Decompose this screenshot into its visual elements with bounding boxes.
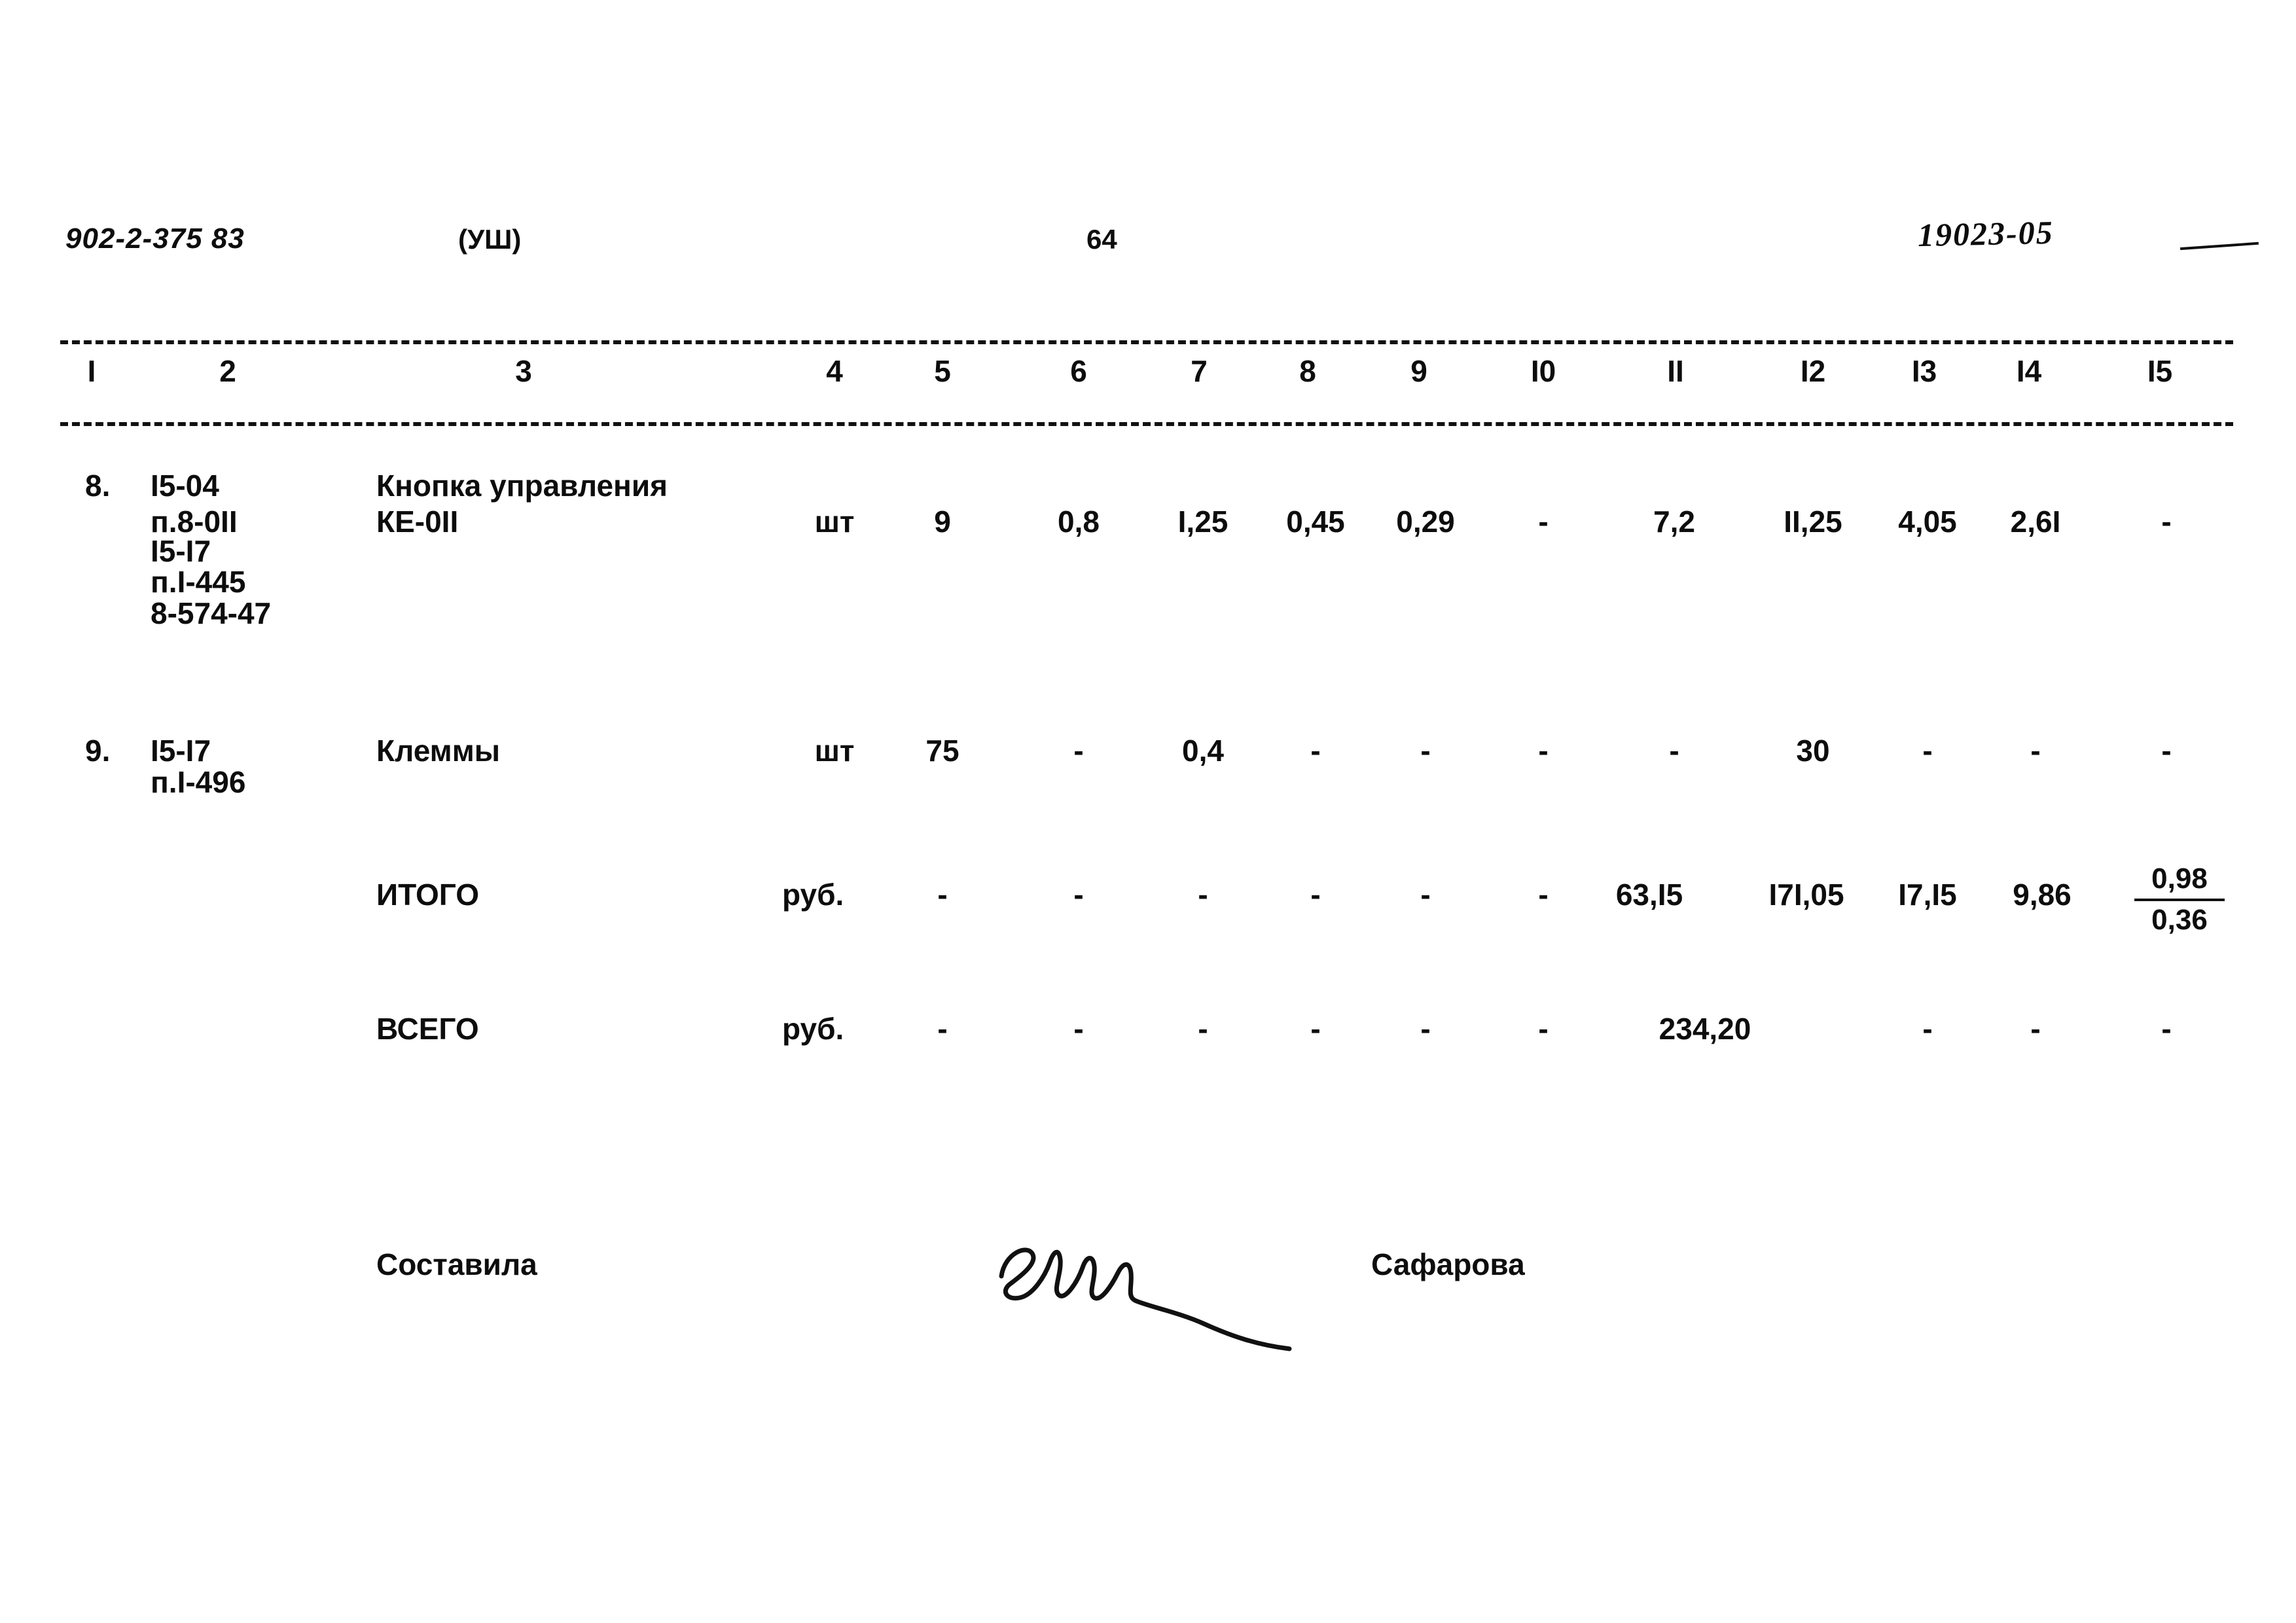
row-col-13: 4,05 (1898, 505, 1957, 539)
col-num-14: I4 (2016, 354, 2042, 388)
row-col-7: 0,4 (1182, 734, 1224, 768)
row-code-line-5: 8-574-47 (151, 596, 272, 630)
totals-unit: руб. (782, 878, 844, 912)
grandtotal-col-10: - (1538, 1012, 1549, 1046)
section-label: (УШ) (458, 224, 522, 255)
totals-col-5: - (937, 878, 948, 912)
grandtotal-col-11: 234,20 (1659, 1012, 1751, 1046)
col-num-12: I2 (1800, 354, 1826, 388)
col-num-9: 9 (1410, 354, 1427, 388)
totals-label: ИТОГО (376, 878, 480, 912)
page-number: 64 (1086, 224, 1117, 255)
totals-col-10: - (1538, 878, 1549, 912)
grandtotal-col-6: - (1073, 1012, 1084, 1046)
row-name-line-2: КЕ-0II (376, 505, 459, 539)
grandtotal-col-7: - (1198, 1012, 1208, 1046)
table-top-rule (60, 340, 2233, 344)
col-num-4: 4 (826, 354, 843, 388)
row-col-13: - (1922, 734, 1933, 768)
grandtotal-col-8: - (1310, 1012, 1321, 1046)
row-col-9: - (1420, 734, 1431, 768)
row-col-6: - (1073, 734, 1084, 768)
signature-name: Сафарова (1371, 1247, 1525, 1281)
col-num-2: 2 (219, 354, 236, 388)
totals-col-9: - (1420, 878, 1431, 912)
grandtotal-col-13: - (1922, 1012, 1933, 1046)
row-col-15: - (2161, 505, 2172, 539)
row-col-10: - (1538, 734, 1549, 768)
totals-col-13: I7,I5 (1898, 878, 1957, 912)
col-num-10: I0 (1530, 354, 1556, 388)
handwritten-signature (982, 1214, 1401, 1351)
row-col-6: 0,8 (1058, 505, 1100, 539)
grandtotal-label: ВСЕГО (376, 1012, 479, 1046)
totals-col-12: I7I,05 (1768, 878, 1844, 912)
signature-label: Составила (376, 1247, 537, 1281)
row-col-5: 9 (934, 505, 951, 539)
row-col-10: - (1538, 505, 1549, 539)
totals-col-8: - (1310, 878, 1321, 912)
archive-stamp: 19023-05 (1917, 213, 2054, 254)
row-col-14: - (2030, 734, 2041, 768)
row-col-11: 7,2 (1653, 505, 1695, 539)
row-col-15: - (2161, 734, 2172, 768)
totals-col-15-denominator: 0,36 (2151, 903, 2208, 936)
row-col-8: 0,45 (1286, 505, 1345, 539)
row-code-line-3: I5-I7 (151, 534, 211, 568)
grandtotal-col-5: - (937, 1012, 948, 1046)
grandtotal-col-15: - (2161, 1012, 2172, 1046)
col-num-1: I (87, 354, 96, 388)
col-num-15: I5 (2147, 354, 2173, 388)
row-code-line-1: I5-I7 (151, 734, 211, 768)
row-col-9: 0,29 (1396, 505, 1455, 539)
row-col-7: I,25 (1177, 505, 1229, 539)
row-unit: шт (814, 505, 855, 539)
row-col-11: - (1669, 734, 1679, 768)
document-code: 902-2-375 83 (65, 223, 245, 255)
row-number: 9. (85, 734, 111, 768)
page-header (0, 213, 2296, 268)
fraction-bar (2134, 899, 2225, 901)
row-col-5: 75 (925, 734, 960, 768)
row-name-line-1: Кнопка управления (376, 469, 668, 503)
row-code-line-4: п.I-445 (151, 565, 246, 599)
col-num-5: 5 (934, 354, 951, 388)
row-number: 8. (85, 469, 111, 503)
table-header-rule (60, 422, 2233, 426)
totals-col-6: - (1073, 878, 1084, 912)
totals-col-14: 9,86 (2013, 878, 2072, 912)
row-col-8: - (1310, 734, 1321, 768)
col-num-6: 6 (1070, 354, 1087, 388)
totals-col-15-fraction (2130, 863, 2229, 936)
row-name-line-1: Клеммы (376, 734, 501, 768)
col-num-13: I3 (1911, 354, 1937, 388)
col-num-7: 7 (1191, 354, 1208, 388)
grandtotal-col-9: - (1420, 1012, 1431, 1046)
row-col-14: 2,6I (2010, 505, 2061, 539)
table-column-numbers (0, 353, 2296, 406)
row-col-12: 30 (1796, 734, 1830, 768)
col-num-8: 8 (1299, 354, 1316, 388)
row-unit: шт (814, 734, 855, 768)
col-num-3: 3 (515, 354, 532, 388)
totals-col-7: - (1198, 878, 1208, 912)
totals-col-11: 63,I5 (1615, 878, 1683, 912)
col-num-11: II (1667, 354, 1684, 388)
totals-col-15-numerator: 0,98 (2151, 863, 2208, 895)
grandtotal-unit: руб. (782, 1012, 844, 1046)
grandtotal-col-14: - (2030, 1012, 2041, 1046)
row-code-line-2: п.I-496 (151, 765, 246, 799)
row-code-line-2: п.8-0II (151, 505, 238, 539)
row-col-12: II,25 (1784, 505, 1842, 539)
row-code-line-1: I5-04 (151, 469, 219, 503)
